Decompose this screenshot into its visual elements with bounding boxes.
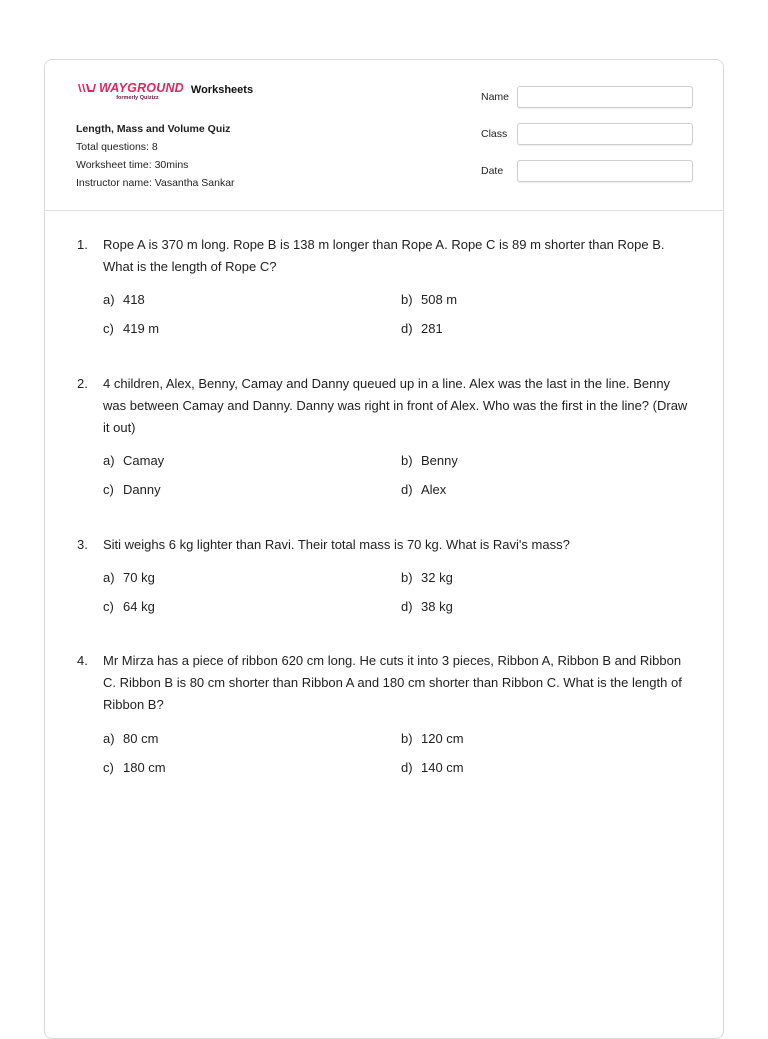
worksheet-header	[45, 60, 723, 211]
name-label: Name	[481, 91, 510, 103]
option-letter: c)	[103, 482, 114, 497]
option-letter: a)	[103, 731, 115, 746]
question-number: 2.	[77, 376, 88, 391]
option-text: 64 kg	[123, 599, 155, 614]
date-field[interactable]	[517, 160, 693, 182]
instructor-name: Instructor name: Vasantha Sankar	[76, 177, 235, 189]
option-letter: c)	[103, 760, 114, 775]
class-field-row	[481, 123, 721, 147]
option-text: 70 kg	[123, 570, 155, 585]
option-text: 281	[421, 321, 443, 336]
option-text: Danny	[123, 482, 161, 497]
worksheet-page	[44, 59, 724, 1039]
option-letter: a)	[103, 453, 115, 468]
option-text: Camay	[123, 453, 165, 468]
brand-logo	[77, 82, 253, 101]
option-letter: b)	[401, 453, 413, 468]
option-a	[103, 452, 164, 470]
brand-name: WAYGROUND	[99, 81, 184, 95]
question-text: 4 children, Alex, Benny, Camay and Danny queued up in a line. Alex was the last in the line. Benny was between Camay and Danny. Danny was right in front of Alex. Who was the first in the line? (Draw it out)	[103, 376, 688, 435]
option-c	[103, 320, 159, 338]
option-text: 80 cm	[123, 731, 159, 746]
option-d	[401, 320, 443, 338]
option-b	[401, 730, 464, 748]
class-label: Class	[481, 128, 508, 140]
option-letter: d)	[401, 760, 413, 775]
option-letter: b)	[401, 731, 413, 746]
option-text: 419 m	[123, 321, 160, 336]
option-d	[401, 759, 464, 777]
name-field-row	[481, 86, 721, 110]
option-text: 180 cm	[123, 760, 166, 775]
product-name: Worksheets	[190, 84, 254, 96]
question-number: 3.	[77, 537, 88, 552]
option-c	[103, 481, 161, 499]
option-text: 120 cm	[421, 731, 464, 746]
option-d	[401, 481, 446, 499]
option-letter: d)	[401, 321, 413, 336]
option-letter: c)	[103, 321, 114, 336]
option-letter: a)	[103, 292, 115, 307]
total-questions: Total questions: 8	[76, 141, 158, 153]
worksheet-time: Worksheet time: 30mins	[76, 159, 189, 171]
question-text: Siti weighs 6 kg lighter than Ravi. Their total mass is 70 kg. What is Ravi's mass?	[103, 537, 570, 552]
option-a	[103, 569, 155, 587]
option-b	[401, 291, 457, 309]
brand-subtitle: formerly Quizizz	[116, 95, 159, 101]
date-label: Date	[481, 165, 504, 177]
option-c	[103, 759, 166, 777]
option-letter: a)	[103, 570, 115, 585]
option-letter: b)	[401, 292, 413, 307]
option-letter: d)	[401, 599, 413, 614]
option-b	[401, 452, 458, 470]
wayground-logo-icon	[77, 82, 97, 94]
question-text: Rope A is 370 m long. Rope B is 138 m longer than Rope A. Rope C is 89 m shorter than Rope B. What is the length of Rope C?	[103, 237, 665, 274]
question-text: Mr Mirza has a piece of ribbon 620 cm long. He cuts it into 3 pieces, Ribbon A, Ribbon B and Ribbon C. Ribbon B is 80 cm shorter than Ribbon A and 180 cm shorter than Ribbon C. What is the length of Ribbon B?	[103, 653, 682, 712]
date-field-row	[481, 160, 721, 184]
option-letter: c)	[103, 599, 114, 614]
worksheet-title: Length, Mass and Volume Quiz	[76, 123, 231, 135]
worksheet-meta	[76, 120, 235, 192]
question-number: 1.	[77, 237, 88, 252]
option-text: 418	[123, 292, 145, 307]
option-a	[103, 291, 145, 309]
option-text: 140 cm	[421, 760, 464, 775]
option-c	[103, 598, 155, 616]
question-number: 4.	[77, 653, 88, 668]
option-text: 508 m	[421, 292, 458, 307]
option-letter: b)	[401, 570, 413, 585]
name-field[interactable]	[517, 86, 693, 108]
option-d	[401, 598, 453, 616]
option-text: 38 kg	[421, 599, 453, 614]
option-text: Alex	[421, 482, 447, 497]
option-a	[103, 730, 158, 748]
class-field[interactable]	[517, 123, 693, 145]
option-b	[401, 569, 453, 587]
option-text: 32 kg	[421, 570, 453, 585]
option-text: Benny	[421, 453, 458, 468]
option-letter: d)	[401, 482, 413, 497]
